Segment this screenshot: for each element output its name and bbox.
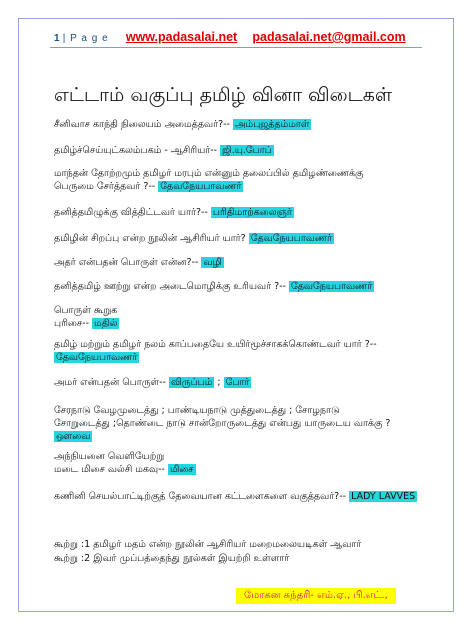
question-text: புரிசை-- [54,318,93,329]
page-header [54,30,406,44]
question-text: தமிழின் சிறப்பு என்ற நூலின் ஆசிரியர் யார்? [54,233,249,244]
qa-item [54,144,274,157]
qa-item [54,376,251,389]
question-text: மாந்தன் தோற்றமும் தமிழர் மரபும் என்னும் தலைப்பில் தமிழண்ணைக்கு [54,168,364,179]
answer-highlight: மிசை [169,464,194,475]
qa-item [54,256,224,269]
statement-2: கூற்று :2 இவர் முப்பத்தைந்து நூல்கள் இயற்றி உள்ளார் [54,553,290,564]
answer-highlight: தேவநேயபாவணர் [56,352,138,363]
website-link[interactable]: www.padasalai.net [125,30,238,44]
question-text: சோறுடைத்து ;தொண்டை நாடு சான்றோருடைத்து என்பது யாருடைய வாக்கு ? [54,418,391,429]
question-text: அமர் என்பதன் பொருள்-- [54,377,169,388]
question-text: தமிழ் மற்றும் தமிழர் நலம் காப்பதையே உயிர்மூச்சாகக்கொண்டவர் யார் ?-- [54,339,377,350]
page-number: 1 [54,33,60,44]
answer-highlight: தேவநேயபாவணர் [250,233,332,244]
answer-highlight: ஔவை [56,431,91,442]
qa-item [54,304,119,330]
answer-highlight: ஜி.யு.போப் [222,145,272,156]
answer-highlight: பரிதிமாற்கலைஞர் [212,207,292,218]
answer-highlight: வழி [203,257,222,268]
answer-highlight: அம்புஜத்தம்மாள் [235,119,310,130]
question-text: தனித்தமிழ் ஊற்று என்ற அடைமொழிக்கு உரியவர் ?-- [54,281,289,292]
question-text: அந்நியனை வெளியேற்று [54,451,165,462]
page-title: எட்டாம் வகுப்பு தமிழ் வினா விடைகள் [54,84,393,106]
qa-item [54,338,377,364]
question-text: சீனிவாச காந்தி நிலையம் அமைத்தவர்?-- [54,119,233,130]
page-label: | P a g e [62,33,109,44]
question-text: தனித்தமிழுக்கு வித்திட்டவர் யார்?-- [54,207,211,218]
question-text: அதர் என்பதன் பொருள் என்ன?-- [54,257,202,268]
author-footer: மோகன சுந்தரி- எம்.ஏ., பி.எட்., [236,588,396,604]
qa-item [54,232,334,245]
answer-highlight: தேவநேயபாவணர் [290,281,373,292]
answer-separator: ; [214,377,224,388]
qa-item [54,118,311,131]
statement-1: கூற்று :1 தமிழர் மதம் என்ற நூலின் ஆசிரியர் மறைமலையடிகள் ஆவார் [54,539,362,550]
qa-item [54,404,390,443]
email-link[interactable]: padasalai.net@gmail.com [252,30,406,44]
question-text: பெருமை சேர்த்தவர் ?-- [54,181,159,192]
answer-highlight: போர் [225,377,250,388]
answer-highlight: விருப்பம் [170,377,213,388]
answer-highlight: LADY LAVVES [351,491,416,502]
qa-item [54,450,196,476]
qa-item [54,490,417,503]
qa-item [54,206,294,219]
question-text: மடை மிசை வல்சி மகவு-- [54,464,168,475]
header-divider [50,47,422,48]
qa-item [54,280,374,293]
question-text: சேரநாடு வேழமுடைத்து ; பாண்டியநாடு முத்துடைத்து ; சோழநாடு [54,405,340,416]
qa-item [54,167,363,193]
answer-highlight: மதில் [94,318,118,329]
question-text: தமிழ்ச்செய்யுட்கலம்பகம் - ஆசிரியர்-- [54,145,221,156]
question-text: கணினி செயல்பாட்டிற்குத் தேவையான கட்டளைகளை வகுத்தவர்?-- [54,491,350,502]
question-text: பொருள் கூறுக [54,305,118,316]
answer-highlight: தேவநேயபாவணர் [160,181,242,192]
